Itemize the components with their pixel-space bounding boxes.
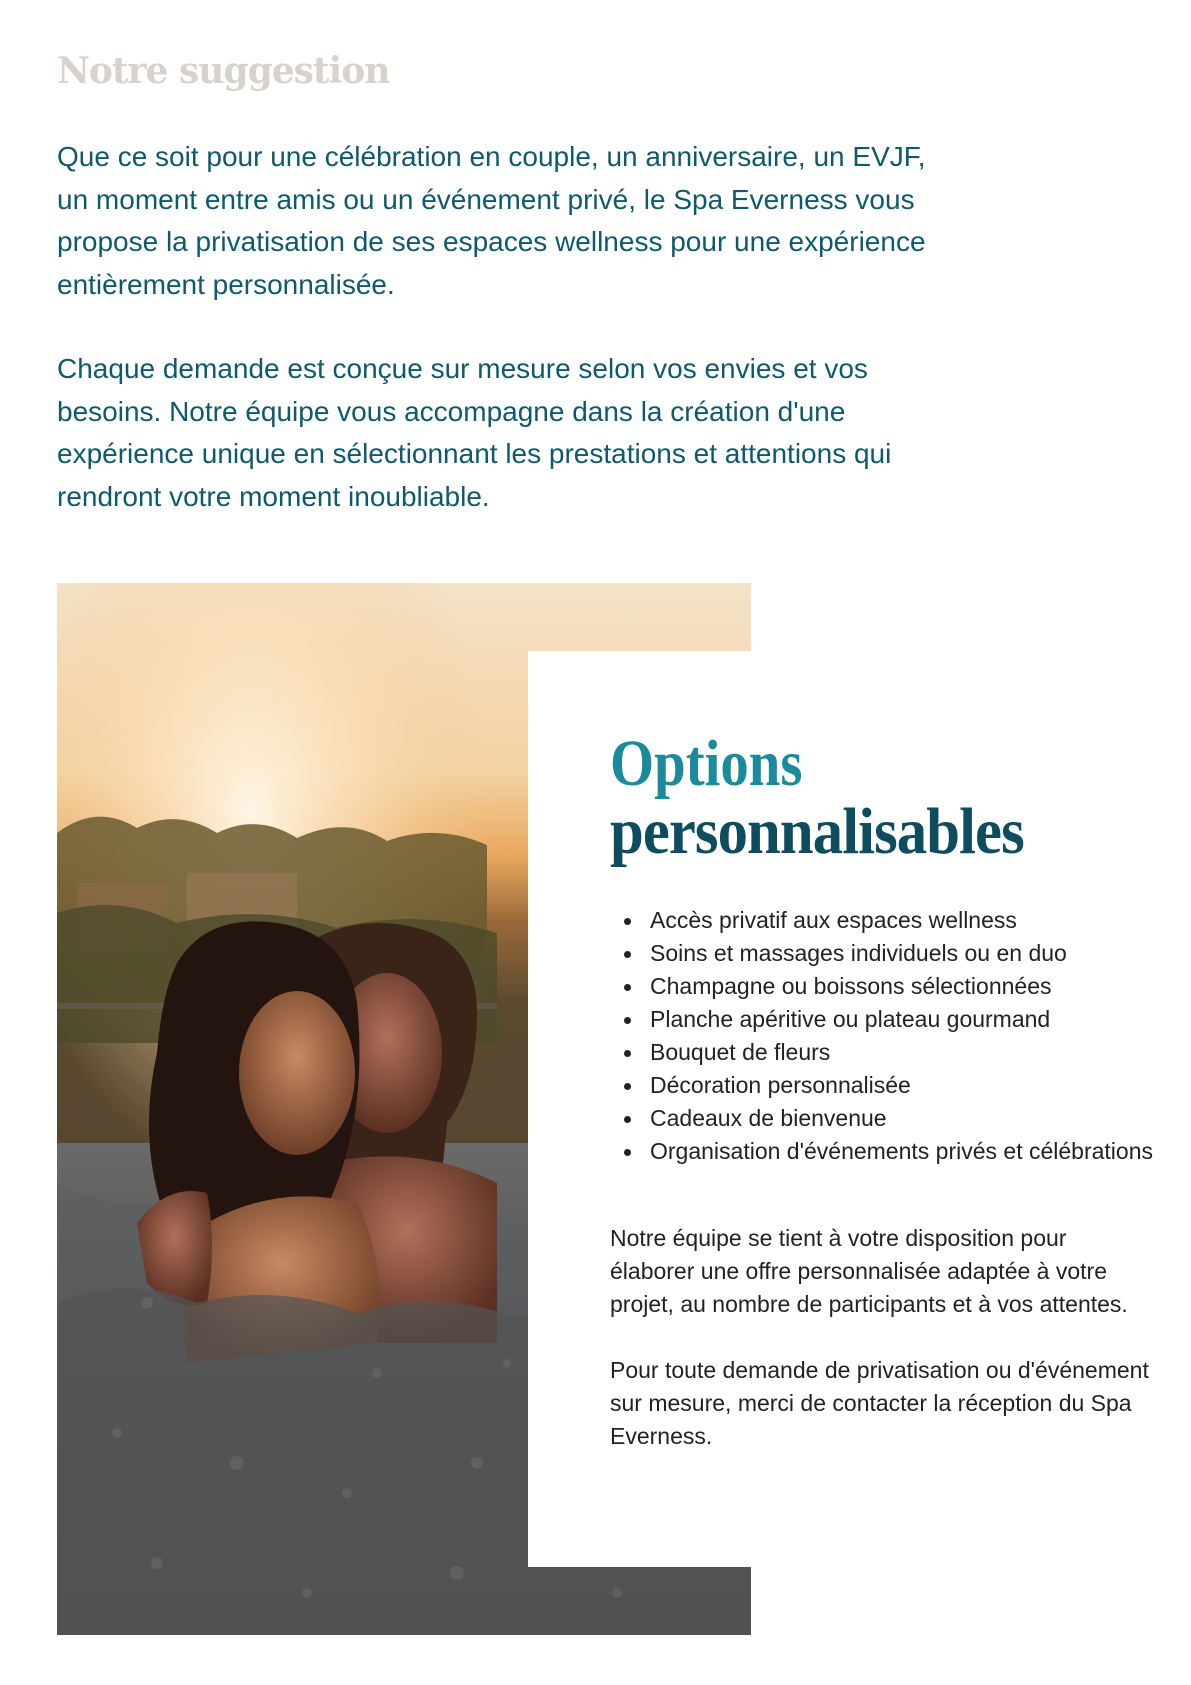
options-paragraph-1: Notre équipe se tient à votre disposition pour élaborer une offre personnalisée adaptée à votre projet, au nombre de participants et à vos attentes.	[610, 1225, 1128, 1317]
list-item: Cadeaux de bienvenue	[650, 1102, 1170, 1135]
section-eyebrow: Notre suggestion	[57, 50, 390, 92]
options-paragraph-2: Pour toute demande de privatisation ou d'événement sur mesure, merci de contacter la réception du Spa Everness.	[610, 1357, 1149, 1449]
options-list	[610, 904, 1170, 1168]
options-title-bold: personnalisables	[610, 795, 1024, 868]
options-title-light: Options	[610, 727, 803, 800]
list-item: Organisation d'événements privés et célébrations	[650, 1135, 1170, 1168]
options-description	[610, 1222, 1150, 1453]
list-item: Champagne ou boissons sélectionnées	[650, 970, 1170, 1003]
options-title	[610, 727, 1060, 868]
intro-paragraph-1: Que ce soit pour une célébration en couple, un anniversaire, un EVJF, un moment entre amis ou un événement privé, le Spa Everness vous propose la privatisation de ses espaces wellness pour une expérience entièrement personnalisée.	[57, 141, 926, 300]
list-item: Planche apéritive ou plateau gourmand	[650, 1003, 1170, 1036]
list-item: Décoration personnalisée	[650, 1069, 1170, 1102]
intro-text	[57, 136, 957, 518]
intro-paragraph-2: Chaque demande est conçue sur mesure selon vos envies et vos besoins. Notre équipe vous accompagne dans la création d'une expérience unique en sélectionnant les prestations et attentions qui rendront votre moment inoubliable.	[57, 353, 892, 512]
list-item: Bouquet de fleurs	[650, 1036, 1170, 1069]
list-item: Soins et massages individuels ou en duo	[650, 937, 1170, 970]
list-item: Accès privatif aux espaces wellness	[650, 904, 1170, 937]
options-card	[528, 651, 1191, 1567]
